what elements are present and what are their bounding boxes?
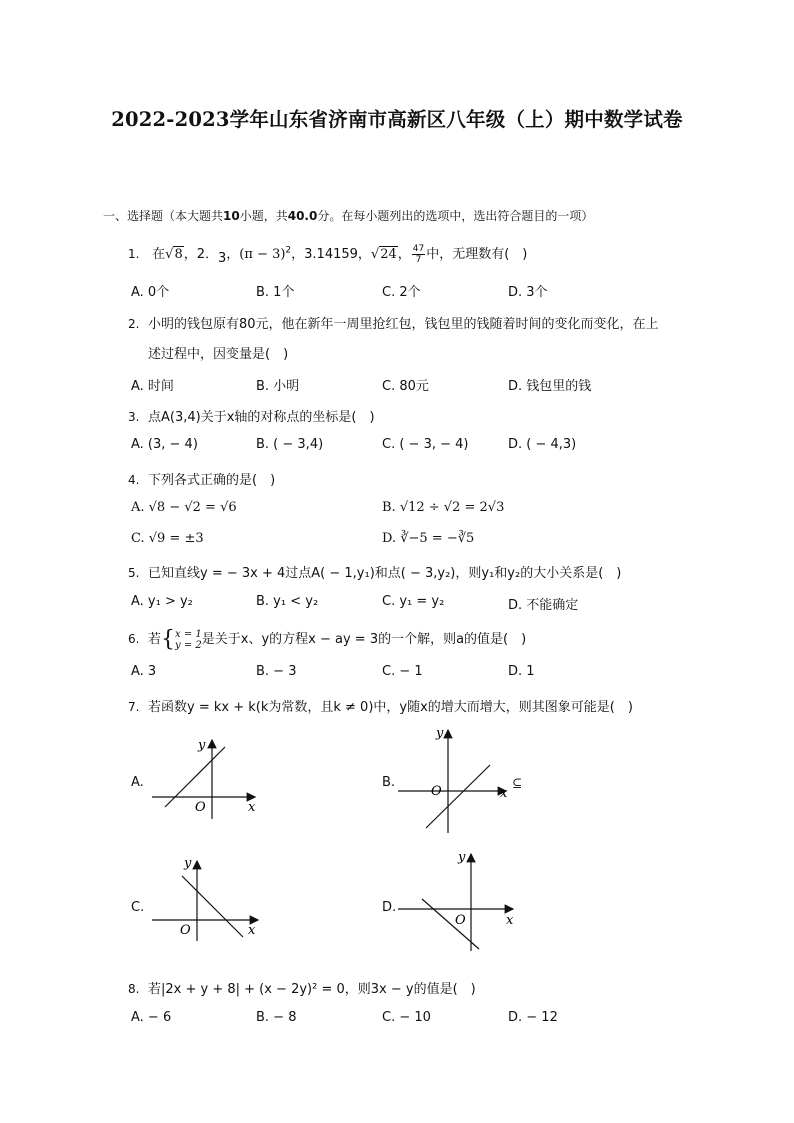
q5-option-d[interactable]: D. 不能确定	[508, 598, 579, 613]
q4-text: 下列各式正确的是( )	[148, 473, 276, 488]
origin-label: O	[195, 800, 206, 815]
question-number: 2.	[128, 317, 140, 331]
q1-text2: ，2．	[183, 247, 219, 262]
q1-denominator: 7	[415, 255, 422, 265]
q1-option-c[interactable]: C. 2个	[382, 285, 421, 300]
stray-symbol: ⊆	[512, 776, 523, 790]
q8-option-d[interactable]: D. − 12	[508, 1010, 558, 1025]
question-number: 7.	[128, 700, 140, 714]
question-2	[128, 313, 659, 332]
origin-label: O	[431, 784, 442, 799]
graph-b	[396, 725, 531, 835]
function-line	[165, 747, 225, 807]
q6-pre: 若	[148, 632, 162, 647]
q4-option-a[interactable]: A. √8 − √2 = √6	[131, 500, 237, 515]
question-3	[128, 406, 375, 425]
q1-option-a[interactable]: A. 0个	[131, 285, 170, 300]
y-axis-label: y	[198, 738, 206, 753]
q2-option-b[interactable]: B. 小明	[256, 379, 300, 394]
q6-eq1: x = 1	[175, 628, 202, 640]
q5-option-b[interactable]: B. y₁ < y₂	[256, 594, 319, 609]
question-number: 3.	[128, 410, 140, 424]
q8-text: 若|2x + y + 8| + (x − 2y)² = 0，则3x − y的值是( )	[148, 982, 476, 997]
q2-option-d[interactable]: D. 钱包里的钱	[508, 379, 592, 394]
q3-option-b[interactable]: B. ( − 3,4)	[256, 437, 324, 452]
q6-option-d[interactable]: D. 1	[508, 664, 535, 679]
question-number: 6.	[128, 632, 140, 646]
q2-option-c[interactable]: C. 80元	[382, 379, 429, 394]
question-7	[128, 696, 633, 715]
q1-option-b[interactable]: B. 1个	[256, 285, 295, 300]
section-count: 10	[223, 209, 240, 223]
question-number: 5.	[128, 566, 140, 580]
origin-label: O	[455, 913, 466, 928]
q1-radicand-8: 8	[174, 247, 183, 262]
q2-line1: 小明的钱包原有80元，他在新年一周里抢红包，钱包里的钱随着时间的变化而变化，在上	[148, 317, 659, 332]
q1-option-d[interactable]: D. 3个	[508, 285, 548, 300]
q5-text: 已知直线y = − 3x + 4过点A( − 1,y₁)和点( − 3,y₂)，则y₁和y₂的大小关系是( )	[148, 566, 622, 581]
q8-option-b[interactable]: B. − 8	[256, 1010, 297, 1025]
section-rest: 分。在每小题列出的选项中，选出符合题目的一项）	[317, 209, 594, 223]
q2-line2: 述过程中，因变量是( )	[148, 347, 289, 362]
q2-option-a[interactable]: A. 时间	[131, 379, 174, 394]
question-number: 1.	[128, 247, 140, 261]
q4-option-b[interactable]: B. √12 ÷ √2 = 2√3	[382, 500, 505, 515]
section-header	[103, 207, 593, 224]
page-title: 2022-2023学年山东省济南市高新区八年级（上）期中数学试卷	[111, 108, 683, 131]
q3-option-a[interactable]: A. (3, − 4)	[131, 437, 198, 452]
q1-tail: 中，无理数有( )	[426, 247, 528, 262]
q8-option-a[interactable]: A. − 6	[131, 1010, 172, 1025]
q1-numerator: 47	[412, 244, 425, 254]
q1-exponent: 2	[285, 245, 292, 256]
y-axis-label: y	[436, 726, 444, 741]
question-5	[128, 562, 621, 581]
y-axis-label: y	[458, 850, 466, 865]
y-axis-label: y	[184, 856, 192, 871]
q5-option-a[interactable]: A. y₁ > y₂	[131, 594, 193, 609]
question-number: 4.	[128, 473, 140, 487]
graph-c	[150, 853, 270, 943]
q6-brace: {	[161, 627, 176, 652]
question-8	[128, 978, 476, 997]
section-score: 40.0	[287, 209, 318, 223]
x-axis-label: x	[248, 923, 256, 938]
q3-option-d[interactable]: D. ( − 4,3)	[508, 437, 577, 452]
q6-option-b[interactable]: B. − 3	[256, 664, 297, 679]
graph-a	[150, 735, 270, 820]
q6-option-c[interactable]: C. − 1	[382, 664, 423, 679]
q8-option-c[interactable]: C. − 10	[382, 1010, 431, 1025]
q3-text: 点A(3,4)关于x轴的对称点的坐标是( )	[148, 410, 375, 425]
function-line	[182, 876, 243, 937]
x-axis-label: x	[506, 913, 514, 928]
q1-radicand-24: 24	[380, 247, 397, 262]
question-1	[128, 243, 527, 265]
q4-option-c[interactable]: C. √9 = ±3	[131, 531, 204, 546]
q6-post: 是关于x、y的方程x − ay = 3的一个解，则a的值是( )	[201, 632, 527, 647]
origin-label: O	[180, 923, 191, 938]
q1-comma: ，	[397, 247, 411, 262]
q7-text: 若函数y = kx + k(k为常数，且k ≠ 0)中，y随x的增大而增大，则其图象可能是( )	[148, 700, 633, 715]
q1-decimal: ，3.14159，	[291, 247, 371, 262]
section-label: 一、选择题（本大题共	[103, 209, 224, 223]
q6-option-a[interactable]: A. 3	[131, 664, 157, 679]
q7-option-d[interactable]: D.	[382, 900, 397, 915]
q3-option-c[interactable]: C. ( − 3, − 4)	[382, 437, 469, 452]
q1-sqrt8: √8	[165, 247, 183, 262]
q7-option-b[interactable]: B.	[382, 775, 396, 790]
q7-option-a[interactable]: A.	[131, 775, 144, 790]
graph-d	[396, 848, 526, 953]
x-axis-label: x	[248, 800, 256, 815]
x-axis-label: x	[500, 786, 508, 801]
q1-text: 在	[152, 247, 166, 262]
q6-system	[175, 629, 202, 651]
q1-repeating-digit: 3	[218, 251, 227, 266]
q1-expr: ，(π − 3)	[226, 247, 286, 262]
q7-option-c[interactable]: C.	[131, 900, 145, 915]
q1-sqrt24: √24	[370, 247, 397, 262]
q6-eq2: y = 2	[175, 639, 202, 651]
question-6	[128, 627, 526, 652]
question-number: 8.	[128, 982, 140, 996]
q4-option-d[interactable]: D. ∛−5 = −∛5	[382, 531, 475, 546]
question-4	[128, 469, 275, 488]
q5-option-c[interactable]: C. y₁ = y₂	[382, 594, 445, 609]
section-mid: 小题，共	[239, 209, 288, 223]
q1-fraction	[412, 244, 425, 265]
